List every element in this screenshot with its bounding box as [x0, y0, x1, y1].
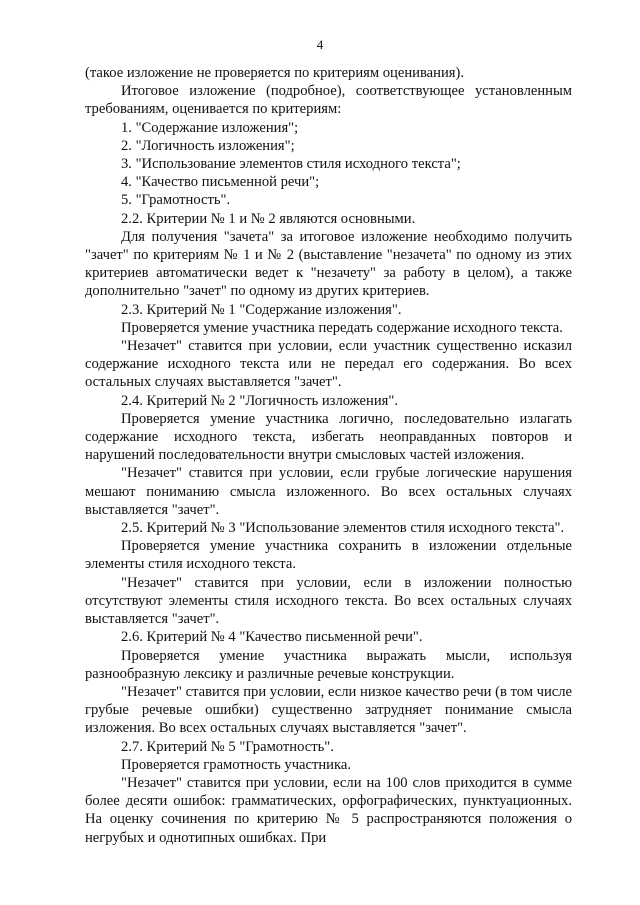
paragraph: 2.7. Критерий № 5 "Грамотность".: [121, 738, 334, 755]
criteria-list-item: 4. "Качество письменной речи";: [121, 174, 320, 191]
criteria-list-item: 2. "Логичность изложения";: [121, 137, 295, 154]
paragraph: "Незачет" ставится при условии, если низкое качество речи (в том числе грубые речевые ошибки) существенно затрудняет понимание смысла изложения. Во всех остальных случаях выставляется "зачет".: [85, 683, 572, 737]
paragraph: 2.3. Критерий № 1 "Содержание изложения".: [121, 301, 402, 318]
paragraph: (такое изложение не проверяется по критериям оценивания).: [85, 65, 464, 81]
paragraph: "Незачет" ставится при условии, если на 100 слов приходится в сумме более десяти ошибок: грамматических, орфографических, пунктуационных. На оценку сочинения по критерию № 5 распространяются положения о негрубых и однотипных ошибках. При: [85, 774, 572, 846]
criteria-list-item: 3. "Использование элементов стиля исходного текста";: [121, 156, 461, 173]
paragraph: Проверяется грамотность участника.: [121, 756, 351, 773]
paragraph: 2.2. Критерии № 1 и № 2 являются основными.: [121, 210, 416, 227]
paragraph: "Незачет" ставится при условии, если грубые логические нарушения мешают пониманию смысла изложенного. Во всех остальных случаях выставляется "зачет".: [85, 465, 572, 518]
paragraph: Итоговое изложение (подробное), соответствующее установленным требованиям, оценивается по критериям:: [85, 83, 572, 118]
paragraph: Проверяется умение участника выражать мысли, используя разнообразную лексику и различные речевые конструкции.: [85, 647, 572, 682]
paragraph: Проверяется умение участника передать содержание исходного текста.: [121, 319, 563, 336]
page-number: 4: [316, 37, 324, 52]
criteria-list-item: 5. "Грамотность".: [121, 192, 231, 209]
paragraph: 2.6. Критерий № 4 "Качество письменной речи".: [121, 629, 423, 646]
paragraph: Для получения "зачета" за итоговое изложение необходимо получить "зачет" по критериям № 1 и № 2 (выставление "незачета" по одному из этих критериев автоматически ведет к "незачету" за работу в целом), а также дополнительно "зачет" по одному из других критериев.: [85, 228, 572, 300]
paragraph: 2.5. Критерий № 3 "Использование элементов стиля исходного текста".: [121, 520, 565, 537]
paragraph: "Незачет" ставится при условии, если в изложении полностью отсутствуют элементы стиля исходного текста. Во всех остальных случаях выставляется "зачет".: [85, 574, 572, 628]
paragraph: 2.4. Критерий № 2 "Логичность изложения".: [121, 392, 398, 409]
paragraph: Проверяется умение участника сохранить в изложении отдельные элементы стиля исходного текста.: [85, 538, 572, 573]
criteria-list-item: 1. "Содержание изложения";: [121, 119, 299, 136]
paragraph: "Незачет" ставится при условии, если участник существенно исказил содержание исходного текста или не передал его содержания. Во всех остальных случаях выставляется "зачет".: [85, 338, 572, 391]
paragraph: Проверяется умение участника логично, последовательно излагать содержание исходного текста, избегать неоправданных повторов и нарушений последовательности внутри смысловых частей изложения.: [85, 410, 572, 464]
document-body: [85, 64, 572, 847]
